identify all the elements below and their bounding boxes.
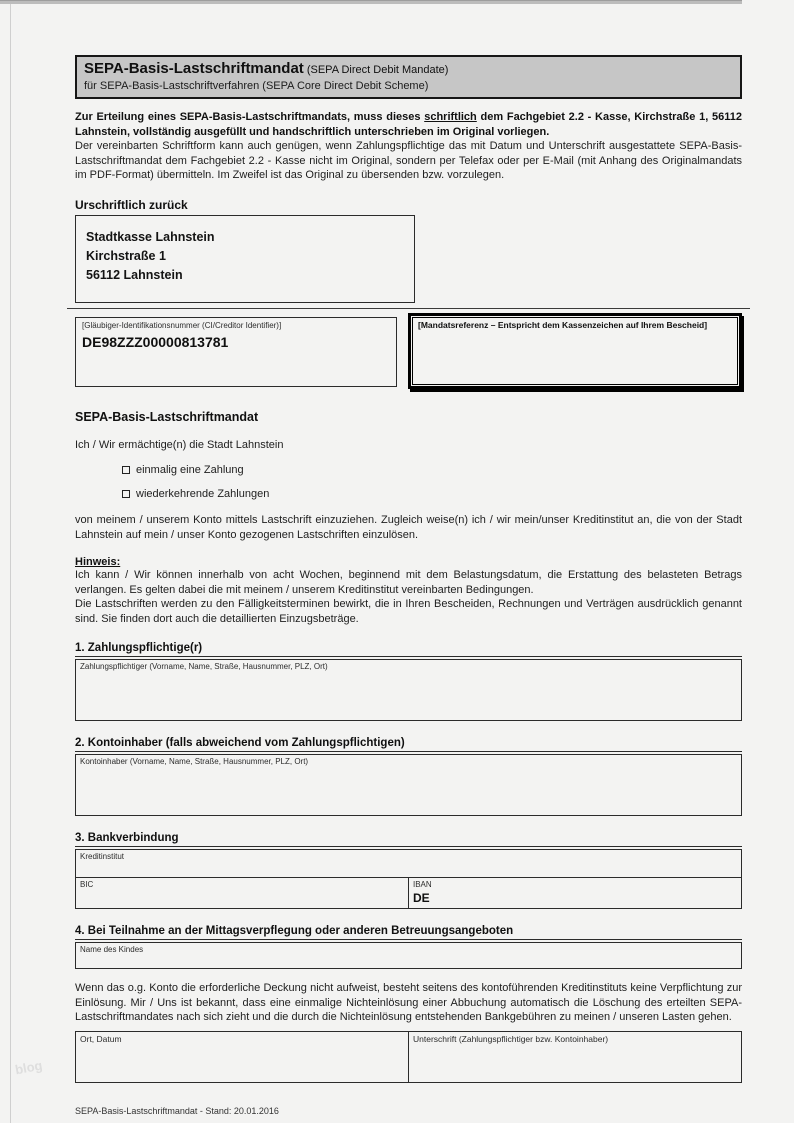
creditor-id-label: [Gläubiger-Identifikationsnummer (CI/Creditor Identifier)] (82, 320, 282, 330)
section3-heading: 3. Bankverbindung (75, 832, 742, 847)
child-name-label: Name des Kindes (80, 945, 144, 954)
kreditinstitut-label: Kreditinstitut (80, 852, 125, 861)
creditor-id-box (75, 317, 397, 387)
payer-field-label: Zahlungspflichtiger (Vorname, Name, Straße, Hausnummer, PLZ, Ort) (80, 662, 328, 671)
page-edge-line (10, 4, 11, 1123)
account-holder-field[interactable] (75, 754, 742, 816)
place-date-field[interactable] (76, 1032, 409, 1082)
address-line: Kirchstraße 1 (86, 248, 166, 263)
mandate-heading: SEPA-Basis-Lastschriftmandat (75, 409, 259, 424)
notice-refund-text: Ich kann / Wir können innerhalb von acht Wochen, beginnend mit dem Belastungsdatum, die Erstattung des belasteten Betrags verlangen. Es gelten dabei die mit meinem / unserem Kreditinstitut vereinbarten Bedingungen. (75, 569, 742, 596)
child-name-field[interactable] (75, 942, 742, 969)
option-einmalig-label: einmalig eine Zahlung (136, 464, 244, 476)
place-date-label: Ort, Datum (80, 1033, 122, 1044)
kreditinstitut-field[interactable] (76, 850, 741, 878)
form-content (75, 0, 742, 1116)
address-line: 56112 Lahnstein (86, 267, 183, 282)
payer-field[interactable] (75, 659, 742, 721)
footer-version-note: SEPA-Basis-Lastschriftmandat - Stand: 20.01.2016 (75, 1105, 279, 1116)
form-title: SEPA-Basis-Lastschriftmandat (84, 60, 304, 77)
bank-details-table (75, 849, 742, 909)
form-subtitle: für SEPA-Basis-Lastschriftverfahren (SEPA Core Direct Debit Scheme) (84, 80, 429, 92)
signature-label: Unterschrift (Zahlungspflichtiger bzw. Kontoinhaber) (413, 1033, 609, 1044)
underlined-word: schriftlich (424, 111, 477, 123)
section-divider-line (67, 308, 750, 309)
return-address-box (75, 215, 415, 303)
checkbox-wiederkehrend-icon[interactable] (122, 490, 130, 498)
account-holder-field-label: Kontoinhaber (Vorname, Name, Straße, Hausnummer, PLZ, Ort) (80, 757, 309, 766)
signature-field[interactable] (409, 1032, 741, 1082)
iban-country-prefix: DE (413, 891, 430, 905)
iban-label: IBAN (413, 880, 432, 889)
creditor-id-value: DE98ZZZ00000813781 (82, 333, 229, 350)
authorize-text: Ich / Wir ermächtige(n) die Stadt Lahnstein (75, 438, 284, 451)
section2-heading: 2. Kontoinhaber (falls abweichend vom Zahlungspflichtigen) (75, 737, 742, 752)
option-wiederkehrend[interactable] (122, 488, 742, 500)
bic-field[interactable] (76, 878, 409, 908)
mandate-reference-box[interactable] (408, 313, 742, 389)
intro-alternative: Der vereinbarten Schriftform kann auch genügen, wenn Zahlungspflichtige das mit Datum und Unterschrift ausgestattete SEPA-Basis-Lastschriftmandat dem Fachgebiet 2.2 - Kasse nicht im Original, sondern per Telefax oder per E-Mail (mit Anhang des Originalmandats im PDF-Format) übermitteln. Im Zweifel ist das Original zu übersenden bzw. vorzulegen. (75, 140, 742, 181)
form-title-english: (SEPA Direct Debit Mandate) (303, 64, 449, 76)
return-heading: Urschriftlich zurück (75, 197, 188, 212)
checkbox-einmalig-icon[interactable] (122, 466, 130, 474)
debit-authorization-text: von meinem / unserem Konto mittels Lastschrift einzuziehen. Zugleich weise(n) ich / wir mein/unser Kreditinstitut an, die von der Stadt Lahnstein auf mein / unser Konto gezogenen Lastschriften einzulösen. (75, 514, 742, 541)
iban-field[interactable] (409, 878, 741, 908)
option-einmalig[interactable] (122, 464, 742, 476)
form-title-banner (75, 55, 742, 99)
section1-heading: 1. Zahlungspflichtige(r) (75, 642, 742, 657)
mandate-reference-label: [Mandatsreferenz – Entspricht dem Kassenzeichen auf Ihrem Bescheid] (418, 319, 708, 330)
option-wiederkehrend-label: wiederkehrende Zahlungen (136, 488, 270, 500)
watermark-blog-text: blog (13, 1057, 44, 1078)
signature-table (75, 1031, 742, 1083)
notice-heading: Hinweis: (75, 556, 121, 568)
section4-heading: 4. Bei Teilnahme an der Mittagsverpflegung oder anderen Betreuungsangeboten (75, 925, 742, 940)
creditor-mandate-row (75, 308, 742, 396)
bic-label: BIC (80, 880, 94, 889)
notice-duedates-text: Die Lastschriften werden zu den Fälligkeitsterminen bewirkt, die in Ihren Bescheiden, Rechnungen und Verträgen ausdrücklich genannt sind. Sie finden dort auch die detaillierten Einzugsbeträge. (75, 598, 742, 625)
intro-requirements: Zur Erteilung eines SEPA-Basis-Lastschriftmandats, muss dieses schriftlich dem Fachgebiet 2.2 - Kasse, Kirchstraße 1, 56112 Lahnstein, vollständig ausgefüllt und handschriftlich unterschrieben im Original vorliegen. (75, 111, 742, 138)
mandate-reference-field[interactable] (412, 317, 738, 385)
notice-block (75, 556, 742, 626)
address-line: Stadtkasse Lahnstein (86, 229, 215, 244)
coverage-disclaimer-text: Wenn das o.g. Konto die erforderliche Deckung nicht aufweist, besteht seitens des kontoführenden Kreditinstituts keine Verpflichtung zur Einlösung. Mir / Uns ist bekannt, dass eine einmalige Nichteinlösung einer Abbuchung automatisch die Löschung des erteilten SEPA-Lastschriftmandates nach sich zieht und die durch die Nichteinlösung entstehenden Bankgebühren zu meinen / unseren Lasten gehen. (75, 982, 742, 1023)
